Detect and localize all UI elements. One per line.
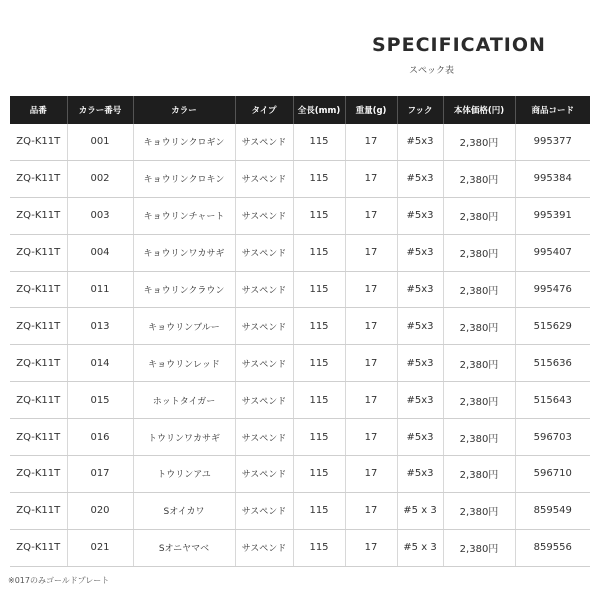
part-number-cell: ZQ-K11T <box>10 308 67 345</box>
hook-cell: #5x3 <box>397 382 443 419</box>
table-row <box>10 234 590 271</box>
price-cell: 2,380円 <box>443 197 515 234</box>
product-code-cell: 859549 <box>515 492 590 529</box>
product-code-cell: 995384 <box>515 160 590 197</box>
page-subtitle: スペック表 <box>409 66 455 76</box>
length-cell: 115 <box>293 271 345 308</box>
spec-table <box>10 96 590 567</box>
color-number-cell: 011 <box>67 271 133 308</box>
length-cell: 115 <box>293 234 345 271</box>
hook-cell: #5 x 3 <box>397 529 443 566</box>
color-name-cell: トウリンワカサギ <box>133 419 235 456</box>
color-name-cell: キョウリンブルー <box>133 308 235 345</box>
price-cell: 2,380円 <box>443 419 515 456</box>
length-cell: 115 <box>293 492 345 529</box>
type-cell: サスペンド <box>235 492 293 529</box>
length-cell: 115 <box>293 197 345 234</box>
table-row <box>10 271 590 308</box>
color-number-cell: 015 <box>67 382 133 419</box>
type-cell: サスペンド <box>235 345 293 382</box>
color-number-cell: 016 <box>67 419 133 456</box>
price-cell: 2,380円 <box>443 529 515 566</box>
product-code-cell: 515643 <box>515 382 590 419</box>
color-number-cell: 004 <box>67 234 133 271</box>
hook-cell: #5 x 3 <box>397 492 443 529</box>
price-cell: 2,380円 <box>443 492 515 529</box>
color-name-cell: Sオイカワ <box>133 492 235 529</box>
column-header-type: タイプ <box>235 96 293 124</box>
hook-cell: #5x3 <box>397 456 443 493</box>
spec-table-body <box>10 124 590 566</box>
product-code-cell: 515629 <box>515 308 590 345</box>
weight-cell: 17 <box>345 345 397 382</box>
part-number-cell: ZQ-K11T <box>10 160 67 197</box>
length-cell: 115 <box>293 160 345 197</box>
table-row <box>10 160 590 197</box>
length-cell: 115 <box>293 529 345 566</box>
hook-cell: #5x3 <box>397 419 443 456</box>
weight-cell: 17 <box>345 308 397 345</box>
hook-cell: #5x3 <box>397 160 443 197</box>
product-code-cell: 515636 <box>515 345 590 382</box>
color-name-cell: Sオニヤマベ <box>133 529 235 566</box>
price-cell: 2,380円 <box>443 124 515 160</box>
type-cell: サスペンド <box>235 529 293 566</box>
hook-cell: #5x3 <box>397 271 443 308</box>
part-number-cell: ZQ-K11T <box>10 124 67 160</box>
length-cell: 115 <box>293 419 345 456</box>
column-header-weight: 重量(g) <box>345 96 397 124</box>
color-name-cell: トウリンアユ <box>133 456 235 493</box>
weight-cell: 17 <box>345 124 397 160</box>
product-code-cell: 596710 <box>515 456 590 493</box>
type-cell: サスペンド <box>235 456 293 493</box>
weight-cell: 17 <box>345 160 397 197</box>
length-cell: 115 <box>293 124 345 160</box>
color-name-cell: キョウリンクロギン <box>133 124 235 160</box>
hook-cell: #5x3 <box>397 234 443 271</box>
table-row <box>10 124 590 160</box>
color-number-cell: 001 <box>67 124 133 160</box>
product-code-cell: 596703 <box>515 419 590 456</box>
column-header-color: カラー <box>133 96 235 124</box>
weight-cell: 17 <box>345 456 397 493</box>
hook-cell: #5x3 <box>397 308 443 345</box>
table-row <box>10 529 590 566</box>
column-header-hook: フック <box>397 96 443 124</box>
product-code-cell: 995407 <box>515 234 590 271</box>
price-cell: 2,380円 <box>443 382 515 419</box>
part-number-cell: ZQ-K11T <box>10 419 67 456</box>
color-number-cell: 003 <box>67 197 133 234</box>
color-name-cell: キョウリンレッド <box>133 345 235 382</box>
part-number-cell: ZQ-K11T <box>10 197 67 234</box>
column-header-product-code: 商品コード <box>515 96 590 124</box>
type-cell: サスペンド <box>235 271 293 308</box>
weight-cell: 17 <box>345 382 397 419</box>
part-number-cell: ZQ-K11T <box>10 234 67 271</box>
table-row <box>10 197 590 234</box>
part-number-cell: ZQ-K11T <box>10 456 67 493</box>
product-code-cell: 995377 <box>515 124 590 160</box>
table-row <box>10 345 590 382</box>
weight-cell: 17 <box>345 234 397 271</box>
color-number-cell: 020 <box>67 492 133 529</box>
hook-cell: #5x3 <box>397 197 443 234</box>
hook-cell: #5x3 <box>397 345 443 382</box>
part-number-cell: ZQ-K11T <box>10 271 67 308</box>
type-cell: サスペンド <box>235 197 293 234</box>
product-code-cell: 995476 <box>515 271 590 308</box>
length-cell: 115 <box>293 382 345 419</box>
part-number-cell: ZQ-K11T <box>10 382 67 419</box>
color-number-cell: 014 <box>67 345 133 382</box>
weight-cell: 17 <box>345 271 397 308</box>
product-code-cell: 859556 <box>515 529 590 566</box>
color-number-cell: 002 <box>67 160 133 197</box>
table-row <box>10 492 590 529</box>
column-header-length: 全長(mm) <box>293 96 345 124</box>
weight-cell: 17 <box>345 419 397 456</box>
hook-cell: #5x3 <box>397 124 443 160</box>
color-name-cell: キョウリンチャート <box>133 197 235 234</box>
weight-cell: 17 <box>345 197 397 234</box>
length-cell: 115 <box>293 308 345 345</box>
color-name-cell: キョウリンクラウン <box>133 271 235 308</box>
type-cell: サスペンド <box>235 124 293 160</box>
spec-table-header <box>10 96 590 124</box>
weight-cell: 17 <box>345 492 397 529</box>
page-title: SPECIFICATION <box>372 34 546 56</box>
footnote: ※017のみゴールドプレート <box>8 576 110 585</box>
header-row <box>10 96 590 124</box>
price-cell: 2,380円 <box>443 308 515 345</box>
price-cell: 2,380円 <box>443 160 515 197</box>
color-name-cell: ホットタイガー <box>133 382 235 419</box>
part-number-cell: ZQ-K11T <box>10 345 67 382</box>
color-name-cell: キョウリンワカサギ <box>133 234 235 271</box>
table-row <box>10 419 590 456</box>
type-cell: サスペンド <box>235 308 293 345</box>
weight-cell: 17 <box>345 529 397 566</box>
table-row <box>10 456 590 493</box>
type-cell: サスペンド <box>235 160 293 197</box>
length-cell: 115 <box>293 345 345 382</box>
part-number-cell: ZQ-K11T <box>10 492 67 529</box>
table-row <box>10 382 590 419</box>
type-cell: サスペンド <box>235 234 293 271</box>
length-cell: 115 <box>293 456 345 493</box>
column-header-price: 本体価格(円) <box>443 96 515 124</box>
table-row <box>10 308 590 345</box>
color-number-cell: 021 <box>67 529 133 566</box>
column-header-part-number: 品番 <box>10 96 67 124</box>
type-cell: サスペンド <box>235 419 293 456</box>
color-number-cell: 013 <box>67 308 133 345</box>
price-cell: 2,380円 <box>443 456 515 493</box>
color-name-cell: キョウリンクロキン <box>133 160 235 197</box>
color-number-cell: 017 <box>67 456 133 493</box>
price-cell: 2,380円 <box>443 345 515 382</box>
product-code-cell: 995391 <box>515 197 590 234</box>
column-header-color-number: カラー番号 <box>67 96 133 124</box>
price-cell: 2,380円 <box>443 271 515 308</box>
price-cell: 2,380円 <box>443 234 515 271</box>
part-number-cell: ZQ-K11T <box>10 529 67 566</box>
type-cell: サスペンド <box>235 382 293 419</box>
